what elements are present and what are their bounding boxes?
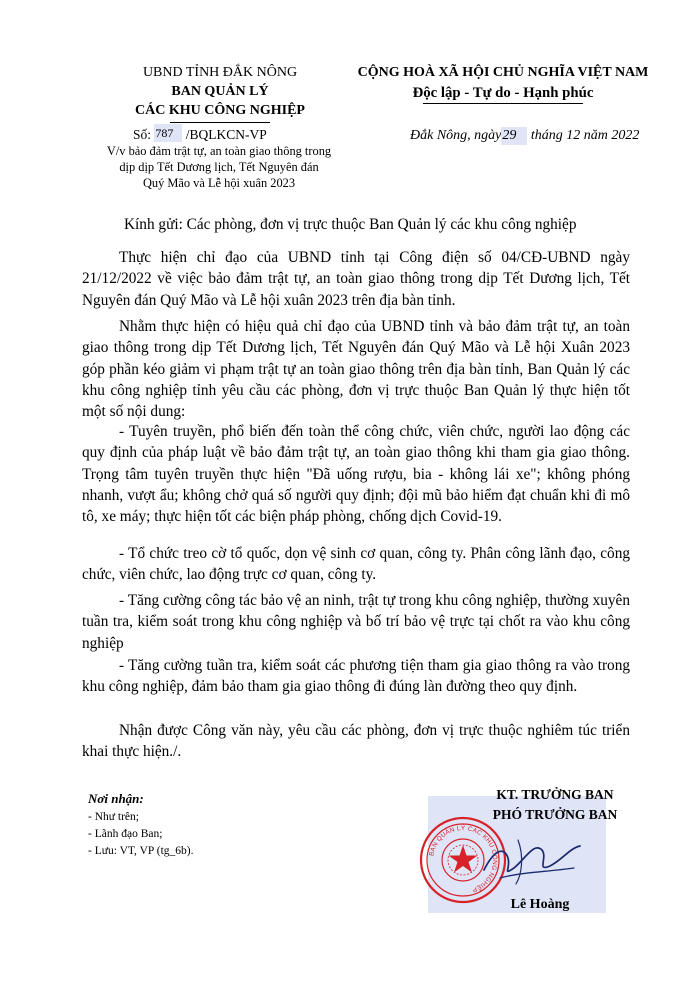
agency-block	[96, 63, 344, 120]
agency-name-line2: CÁC KHU CÔNG NGHIỆP	[135, 103, 305, 118]
doc-no-prefix: Số:	[133, 127, 152, 142]
recipients-title: Nơi nhận:	[88, 791, 144, 806]
paragraph-6	[82, 655, 630, 698]
paragraph-3-text: - Tuyên truyền, phổ biến đến toàn thể công chức, viên chức, người lao động các quy định của pháp luật về bảo đảm trật tự, an toàn giao thông khi tham gia giao thông. Trọng tâm tuyên truyền thực hiện "Đã uống rượu, bia - không lái xe"; không phóng nhanh, vượt ẩu; không chở quá số người quy định; đội mũ bảo hiểm đạt chuẩn khi đi mô tô, xe máy; thực hiện tốt các biện pháp phòng, chống dịch Covid-19.	[82, 423, 630, 526]
paragraph-2	[82, 316, 630, 422]
handwritten-signature-icon	[478, 828, 588, 890]
national-motto: Độc lập - Tự do - Hạnh phúc	[412, 85, 594, 101]
date-prefix: Đắk Nông, ngày	[410, 128, 502, 143]
subject-line: V/v bảo đảm trật tự, an toàn giao thông trong	[106, 144, 332, 158]
paragraph-1-text: Thực hiện chỉ đạo của UBND tỉnh tại Công điện số 04/CĐ-UBND ngày 21/12/2022 về việc bảo đảm trật tự, an toàn giao thông trong dịp Tết Dương lịch, Tết Nguyên đán Quý Mão và Lễ hội xuân 2023 trên địa bàn tỉnh.	[82, 249, 630, 309]
national-title: CỘNG HOÀ XÃ HỘI CHỦ NGHĨA VIỆT NAM	[357, 65, 649, 80]
agency-underline	[170, 122, 270, 123]
addressee: Kính gửi: Các phòng, đơn vị trực thuộc Ban Quản lý các khu công nghiệp	[124, 216, 577, 233]
seal-text: BAN QUẢN LÝ CÁC KHU CÔNG NGHIỆP	[428, 824, 499, 894]
subject-line: Quý Mão và Lễ hội xuân 2023	[142, 176, 296, 190]
date-day: 29	[501, 127, 527, 145]
paragraph-1	[82, 247, 630, 311]
paragraph-3	[82, 421, 630, 527]
paragraph-5	[82, 590, 630, 654]
paragraph-4	[82, 543, 630, 586]
agency-parent: UBND TỈNH ĐẮK NÔNG	[142, 65, 298, 80]
paragraph-7	[82, 720, 630, 763]
sign-title-1: KT. TRƯỞNG BAN	[496, 787, 614, 802]
sign-title-2: PHÓ TRƯỞNG BAN	[492, 807, 618, 822]
subject-block	[74, 143, 364, 191]
document-number	[133, 124, 267, 144]
recipient-item: - Lưu: VT, VP (tg_6b).	[88, 845, 194, 857]
recipient-item: - Lãnh đạo Ban;	[88, 828, 163, 840]
place-date	[410, 127, 639, 145]
signer-name: Lê Hoàng	[510, 897, 570, 912]
subject-line: dịp dịp Tết Dương lịch, Tết Nguyên đán	[119, 160, 319, 174]
paragraph-2-text: Nhằm thực hiện có hiệu quả chỉ đạo của UBND tỉnh và bảo đảm trật tự, an toàn giao thông trong dịp Tết Dương lịch, Tết Nguyên đán Quý Mão và Lễ hội Xuân 2023 góp phần kéo giảm vi phạm trật tự an toàn giao thông trên địa bàn tỉnh, Ban Quản lý các khu công nghiệp tỉnh yêu cầu các phòng, đơn vị trực thuộc Ban Quản lý thực hiện tốt một số nội dung:	[82, 318, 630, 421]
date-suffix: tháng 12 năm 2022	[530, 128, 640, 143]
recipient-item: - Như trên;	[88, 811, 139, 823]
motto-underline	[423, 103, 583, 104]
paragraph-5-text: - Tăng cường công tác bảo vệ an ninh, trật tự trong khu công nghiệp, thường xuyên tuần tra, kiểm soát trong khu công nghiệp và bố trí bảo vệ trực tại chốt ra vào khu công nghiệp	[82, 592, 630, 652]
doc-no-suffix: /BQLKCN-VP	[185, 127, 267, 142]
paragraph-4-text: - Tổ chức treo cờ tổ quốc, dọn vệ sinh cơ quan, công ty. Phân công lãnh đạo, công chức, viên chức, lao động trực cơ quan, công ty.	[82, 545, 630, 584]
paragraph-7-text: Nhận được Công văn này, yêu cầu các phòng, đơn vị trực thuộc nghiêm túc triển khai thực hiện./.	[82, 722, 630, 761]
doc-no-value: 787	[154, 124, 182, 142]
paragraph-6-text: - Tăng cường tuần tra, kiểm soát các phương tiện tham gia giao thông ra vào trong khu công nghiệp, đảm bảo tham gia giao thông đi đúng làn đường theo quy định.	[82, 657, 630, 696]
agency-name-line1: BAN QUẢN LÝ	[171, 84, 269, 99]
